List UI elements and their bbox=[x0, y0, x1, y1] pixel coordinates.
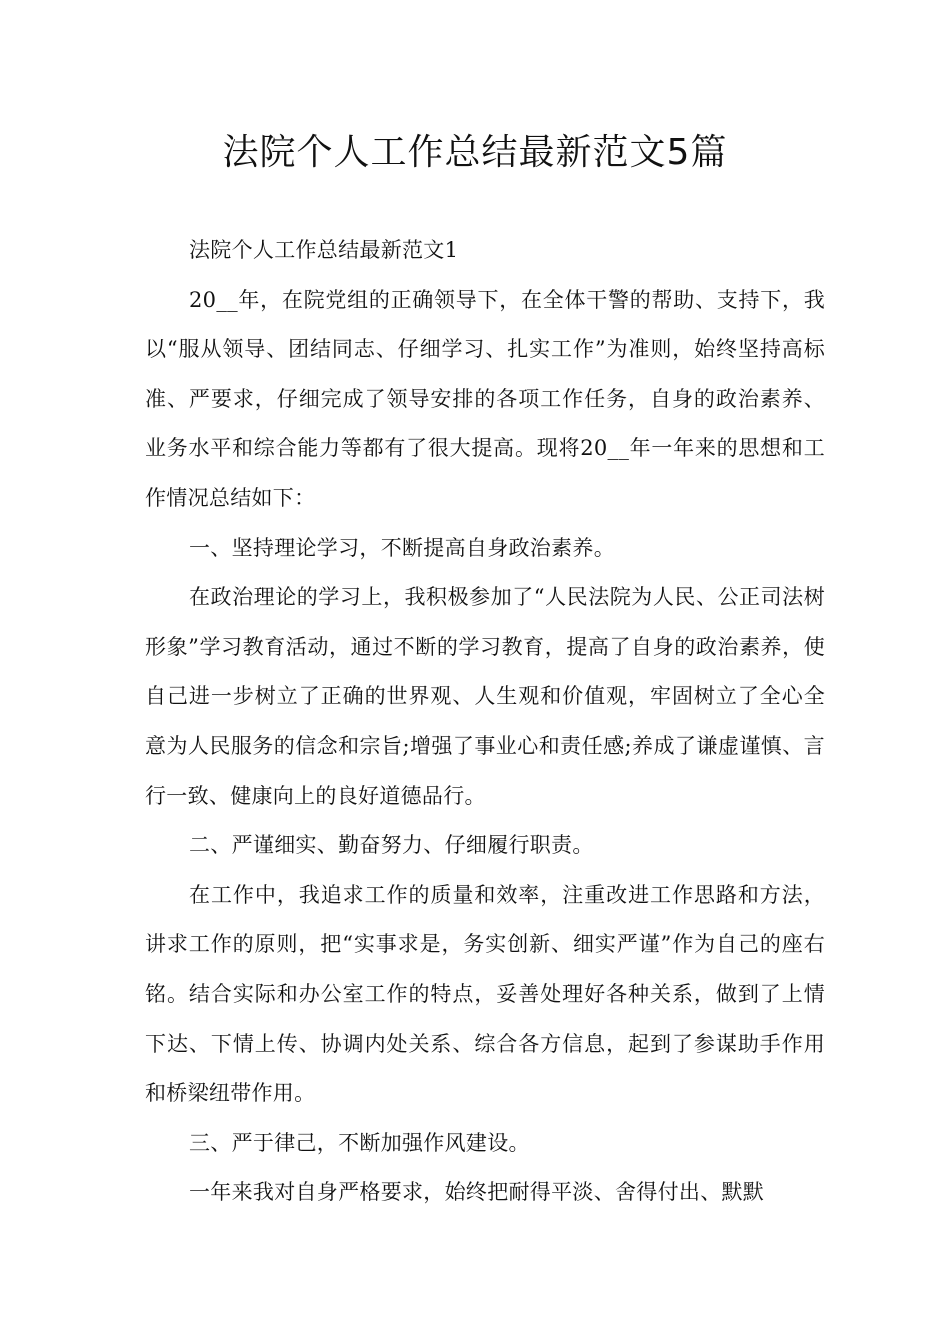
section-heading: 一、坚持理论学习，不断提高自身政治素养。 bbox=[189, 535, 615, 560]
section-heading: 三、严于律己，不断加强作风建设。 bbox=[189, 1130, 530, 1155]
paragraph: 在工作中，我追求工作的质量和效率，注重改进工作思路和方法，讲求工作的原则，把“实事求是，务实创新、细实严谨”作为自己的座右铭。结合实际和办公室工作的特点，妥善处理好各种关系，做到了上情下达、下情上传、协调内处关系、综合各方信息，起到了参谋助手作用和桥梁纽带作用。 bbox=[145, 882, 825, 1106]
section-heading: 二、严谨细实、勤奋努力、仔细履行职责。 bbox=[189, 833, 594, 858]
document-title: 法院个人工作总结最新范文5篇 bbox=[222, 132, 728, 173]
paragraph: 在政治理论的学习上，我积极参加了“人民法院为人民、公正司法树形象”学习教育活动，通过不断的学习教育，提高了自身的政治素养，使自己进一步树立了正确的世界观、人生观和价值观，牢固树立了全心全意为人民服务的信念和宗旨;增强了事业心和责任感;养成了谦虚谨慎、言行一致、健康向上的良好道德品行。 bbox=[145, 585, 825, 808]
section-heading: 法院个人工作总结最新范文1 bbox=[189, 238, 459, 262]
paragraph: 20__年，在院党组的正确领导下，在全体干警的帮助、支持下，我以“服从领导、团结同志、仔细学习、扎实工作”为准则，始终坚持高标准、严要求，仔细完成了领导安排的各项工作任务，自身的政治素养、业务水平和综合能力等都有了很大提高。现将20__年一年来的思想和工作情况总结如下： bbox=[145, 287, 825, 510]
document-body bbox=[145, 226, 825, 1218]
paragraph: 一年来我对自身严格要求，始终把耐得平淡、舍得付出、默默 bbox=[189, 1180, 765, 1205]
